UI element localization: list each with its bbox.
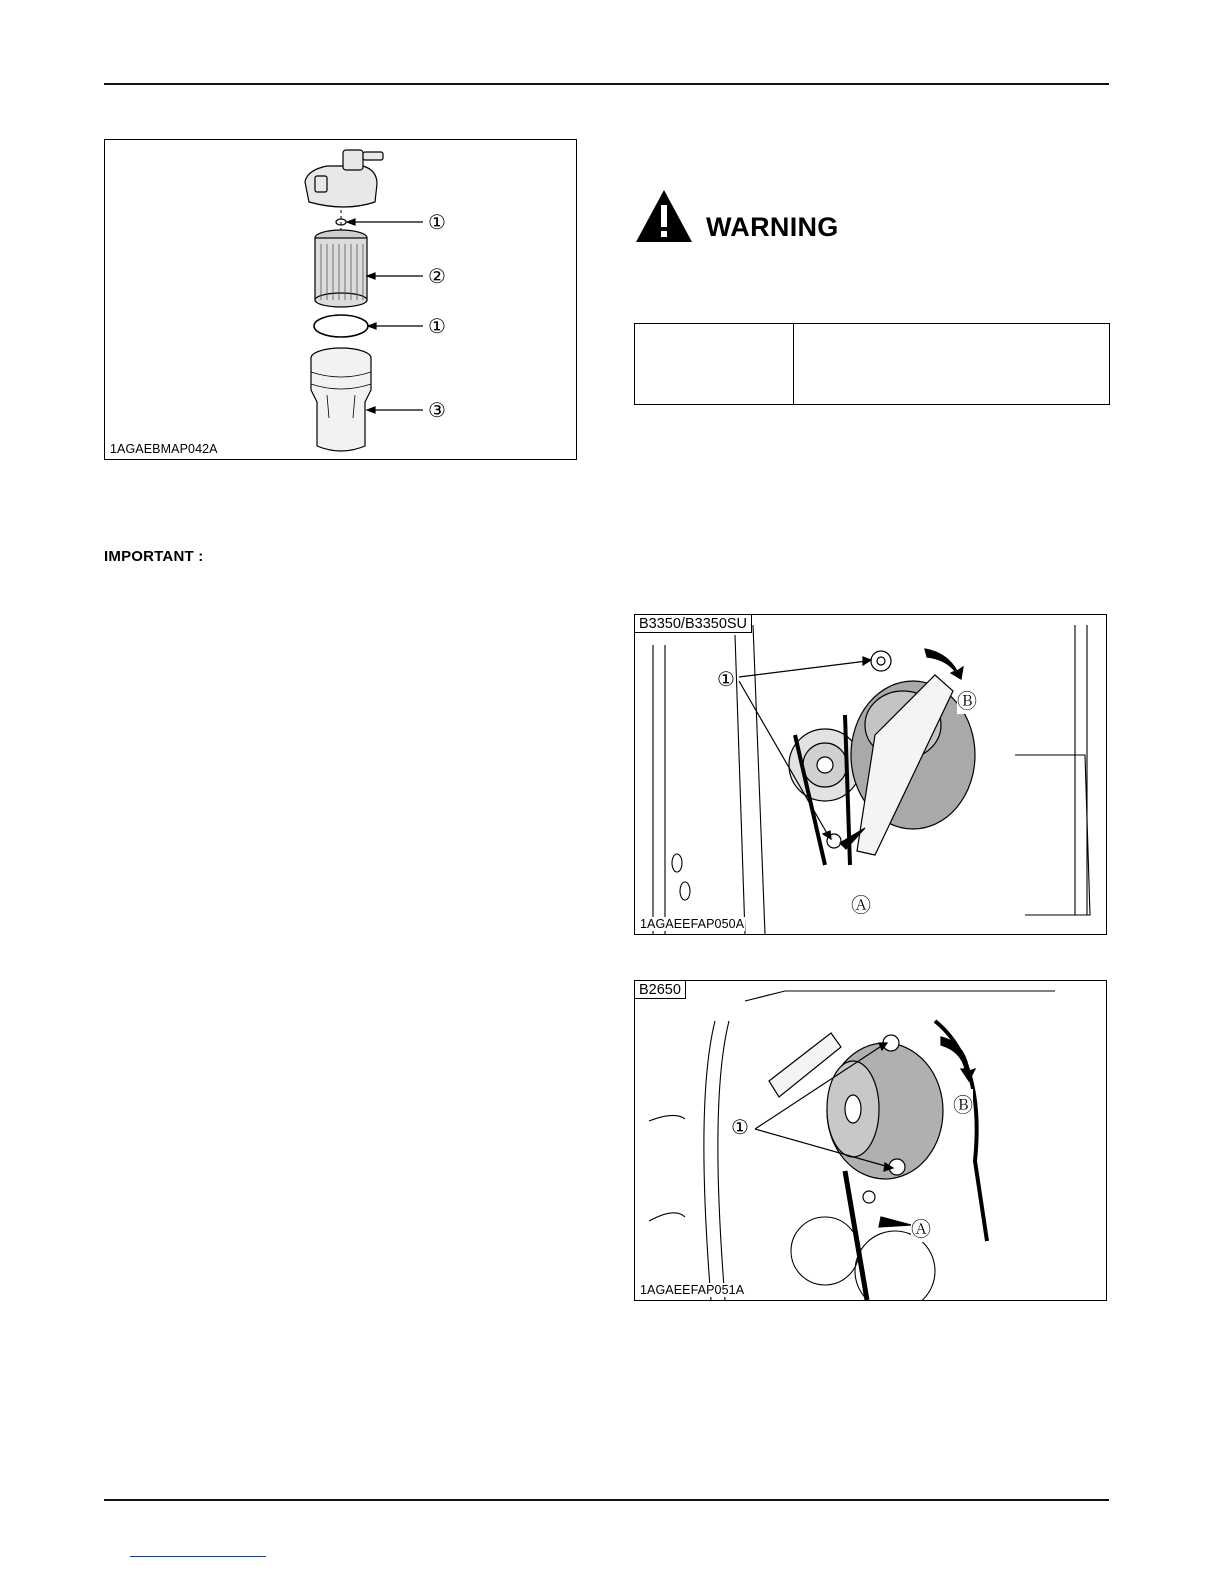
figure-code: 1AGAEEFAP050A [640, 917, 745, 931]
figure-code: 1AGAEBMAP042A [110, 442, 218, 456]
alternator-illustration-b3350 [635, 615, 1106, 934]
callout-1: ① [717, 669, 735, 691]
alternator-illustration-b2650 [635, 981, 1106, 1300]
footer-rule [104, 1499, 1109, 1501]
alternator-figure-b2650 [634, 980, 1107, 1301]
figure-code: 1AGAEEFAP051A [640, 1283, 745, 1297]
model-label: B3350/B3350SU [635, 615, 752, 633]
callout-1: ① [428, 212, 446, 234]
callout-3: ③ [428, 400, 446, 422]
callout-1: ① [731, 1117, 749, 1139]
header-rule [104, 83, 1109, 85]
callout-1-second: ① [428, 316, 446, 338]
callout-a: Ⓐ [911, 1213, 931, 1242]
warning-title: WARNING [706, 212, 839, 242]
callout-b: Ⓑ [953, 1089, 973, 1118]
fuel-filter-figure [104, 139, 577, 460]
model-label: B2650 [635, 981, 686, 999]
callout-2: ② [428, 266, 446, 288]
callout-b: Ⓑ [957, 685, 977, 714]
callout-a: Ⓐ [851, 889, 871, 918]
warning-table [634, 323, 1110, 405]
warning-triangle-icon [634, 188, 694, 244]
table-divider [793, 324, 794, 404]
important-label: IMPORTANT : [104, 548, 204, 565]
footer-link-underline[interactable] [130, 1556, 266, 1557]
alternator-figure-b3350 [634, 614, 1107, 935]
fuel-filter-illustration [105, 140, 576, 459]
